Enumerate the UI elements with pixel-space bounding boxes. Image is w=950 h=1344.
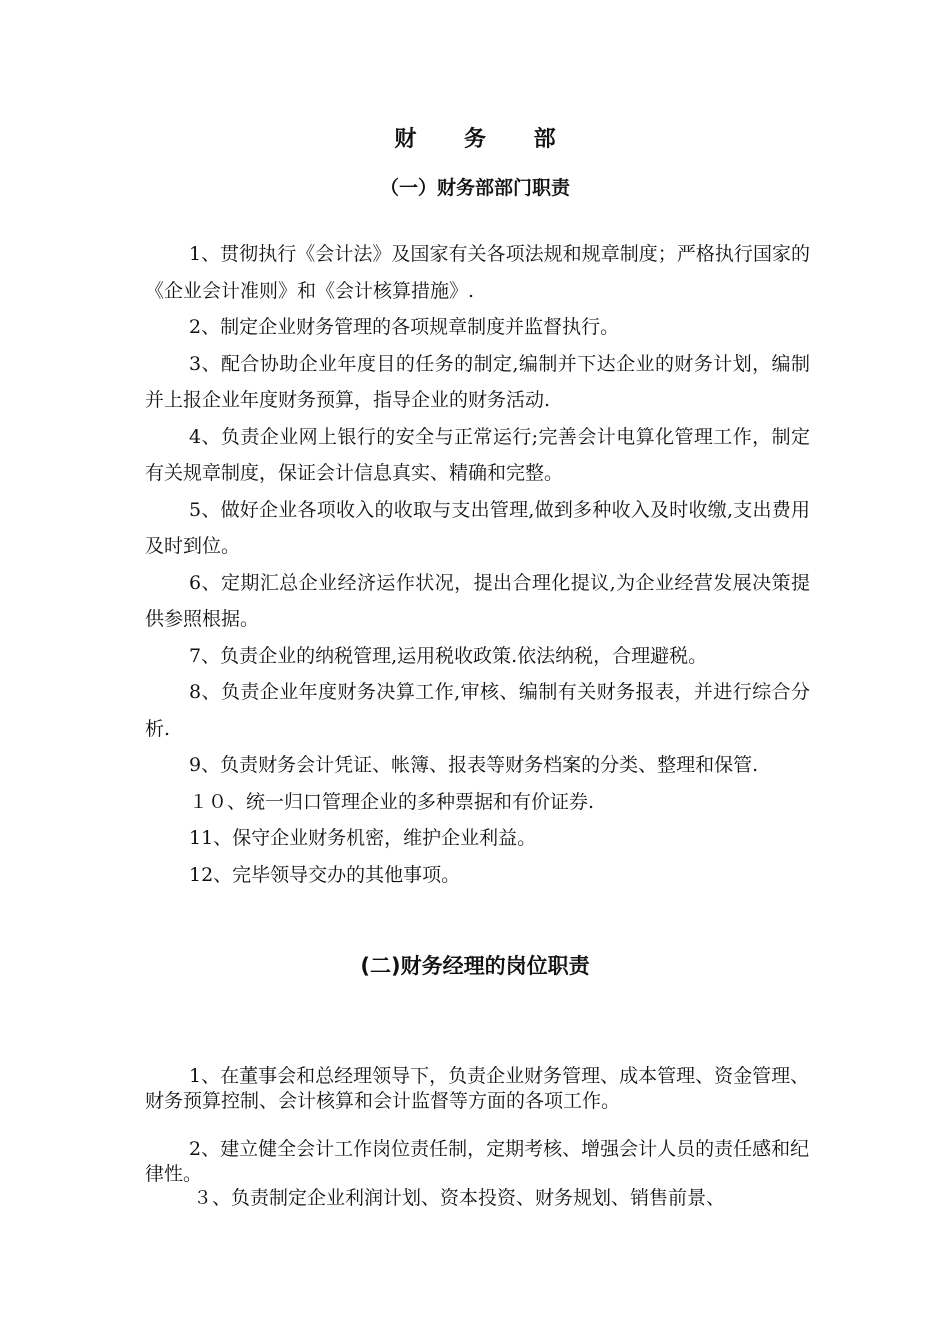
list-item: 6、定期汇总企业经济运作状况，提出合理化提议,为企业经营发展决策提供参照根据。	[145, 571, 810, 630]
list-item: 2、制定企业财务管理的各项规章制度并监督执行。	[189, 316, 620, 338]
section-2-item-1	[145, 1064, 820, 1114]
list-item: 8、负责企业年度财务决算工作,审核、编制有关财务报表，并进行综合分析.	[145, 681, 810, 740]
section-1-body	[145, 236, 810, 893]
section-heading-1: （一）财务部部门职责	[379, 177, 570, 199]
list-item: 11、保守企业财务机密，维护企业利益。	[189, 827, 537, 849]
list-item: 1、在董事会和总经理领导下，负责企业财务管理、成本管理、资金管理、财务预算控制、会计核算和会计监督等方面的各项工作。	[145, 1065, 810, 1112]
list-item: 3、配合协助企业年度目的任务的制定,编制并下达企业的财务计划，编制并上报企业年度财务预算，指导企业的财务活动.	[145, 352, 810, 411]
list-item: 12、完毕领导交办的其他事项。	[189, 863, 461, 886]
section-2-item-2	[145, 1137, 820, 1187]
document-title: 财 务 部	[394, 127, 576, 152]
list-item: ３、负责制定企业利润计划、资本投资、财务规划、销售前景、	[193, 1187, 726, 1209]
list-item: 7、负责企业的纳税管理,运用税收政策.依法纳税，合理避税。	[189, 644, 708, 667]
section-heading-2: (二)财务经理的岗位职责	[360, 954, 590, 978]
list-item: １０、统一归口管理企业的多种票据和有价证券.	[189, 790, 595, 813]
list-item: 2、建立健全会计工作岗位责任制，定期考核、增强会计人员的责任感和纪律性。	[145, 1138, 810, 1185]
list-item: 4、负责企业网上银行的安全与正常运行;完善会计电算化管理工作，制定有关规章制度，保证会计信息真实、精确和完整。	[145, 425, 810, 484]
section-2-item-3	[145, 1186, 820, 1211]
list-item: 5、做好企业各项收入的收取与支出管理,做到多种收入及时收缴,支出费用及时到位。	[145, 498, 810, 557]
list-item: 9、负责财务会计凭证、帐簿、报表等财务档案的分类、整理和保管.	[189, 754, 759, 776]
list-item: 1、贯彻执行《会计法》及国家有关各项法规和规章制度；严格执行国家的《企业会计准则》和《会计核算措施》.	[145, 243, 810, 302]
